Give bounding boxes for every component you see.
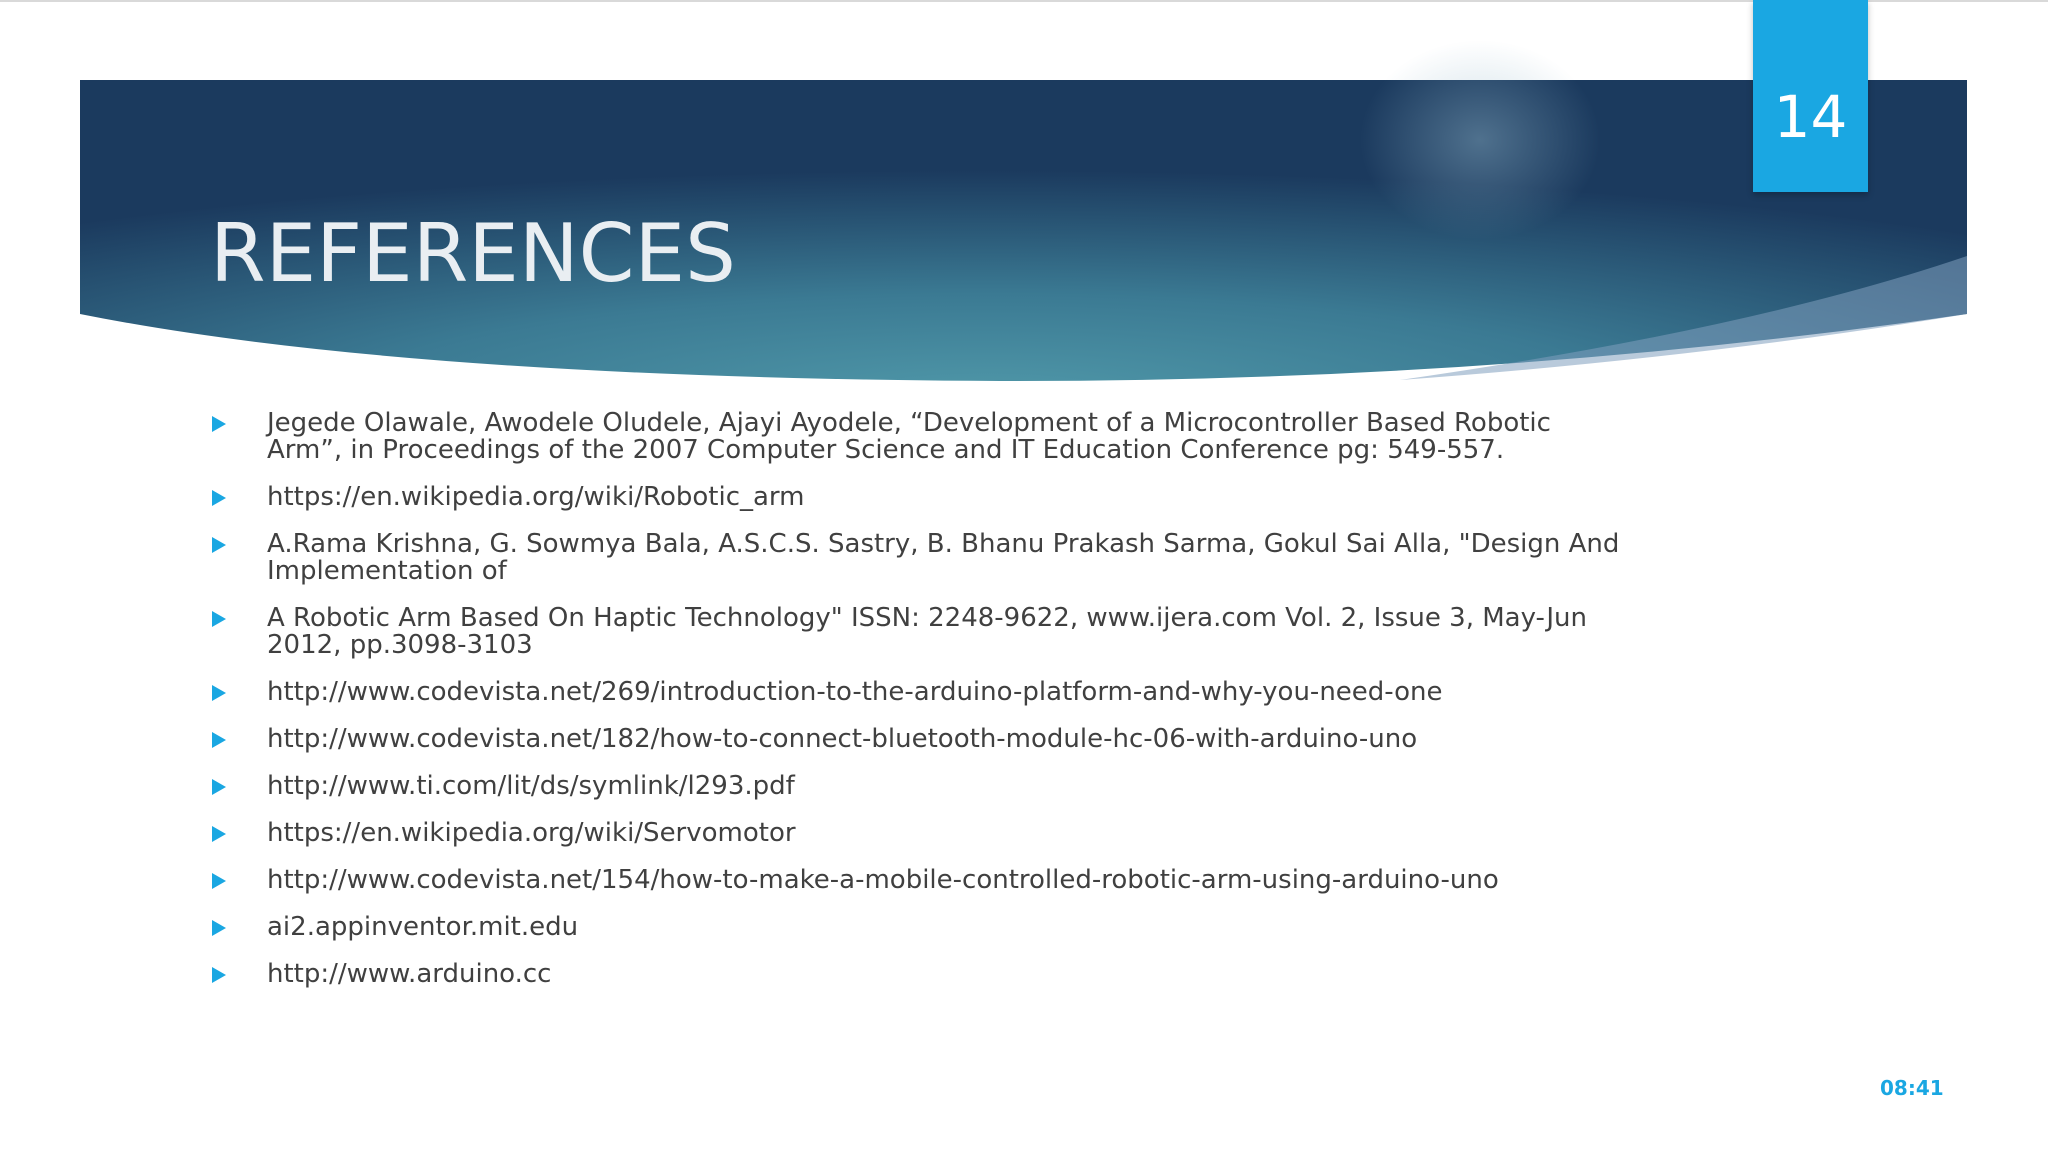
reference-text: http://www.codevista.net/269/introduction-to-the-arduino-platform-and-why-you-need-one [267, 677, 1443, 707]
reference-item [210, 726, 1630, 753]
reference-item [210, 820, 1630, 847]
reference-text: https://en.wikipedia.org/wiki/Servomotor [267, 818, 796, 848]
reference-text: https://en.wikipedia.org/wiki/Robotic_arm [267, 482, 805, 512]
reference-text: A.Rama Krishna, G. Sowmya Bala, A.S.C.S. Sastry, B. Bhanu Prakash Sarma, Gokul Sai Alla, "Design And Implementation of [267, 529, 1620, 586]
reference-text: http://www.codevista.net/154/how-to-make-a-mobile-controlled-robotic-arm-using-arduino-uno [267, 865, 1499, 895]
triangle-right-icon [212, 611, 226, 627]
slide-number-box [1753, 0, 1868, 192]
triangle-right-icon [212, 732, 226, 748]
triangle-right-icon [212, 873, 226, 889]
reference-item [210, 484, 1630, 511]
triangle-right-icon [212, 416, 226, 432]
reference-text: ai2.appinventor.mit.edu [267, 912, 579, 942]
timestamp: 08:41 [1880, 1076, 1944, 1100]
triangle-right-icon [212, 967, 226, 983]
triangle-right-icon [212, 920, 226, 936]
reference-text: http://www.ti.com/lit/ds/symlink/l293.pdf [267, 771, 795, 801]
triangle-right-icon [212, 490, 226, 506]
triangle-right-icon [212, 685, 226, 701]
reference-text: Jegede Olawale, Awodele Oludele, Ajayi Ayodele, “Development of a Microcontroller Based Robotic Arm”, in Proceedings of the 2007 Computer Science and IT Education Conference pg: 549-557. [267, 408, 1551, 465]
reference-item [210, 410, 1630, 464]
title-banner [0, 0, 2048, 400]
reference-item [210, 679, 1630, 706]
reference-item [210, 914, 1630, 941]
reference-text: http://www.codevista.net/182/how-to-connect-bluetooth-module-hc-06-with-arduino-uno [267, 724, 1418, 754]
reference-item [210, 961, 1630, 988]
reference-list [210, 410, 1630, 1008]
reference-text: http://www.arduino.cc [267, 959, 552, 989]
slide-title: REFERENCES [210, 206, 736, 300]
slide-number: 14 [1773, 83, 1848, 151]
triangle-right-icon [212, 826, 226, 842]
triangle-right-icon [212, 779, 226, 795]
reference-item [210, 773, 1630, 800]
reference-item [210, 867, 1630, 894]
reference-item [210, 531, 1630, 585]
reference-text: A Robotic Arm Based On Haptic Technology" ISSN: 2248-9622, www.ijera.com Vol. 2, Issue 3, May-Jun 2012, pp.3098-3103 [267, 603, 1587, 660]
triangle-right-icon [212, 537, 226, 553]
reference-item [210, 605, 1630, 659]
